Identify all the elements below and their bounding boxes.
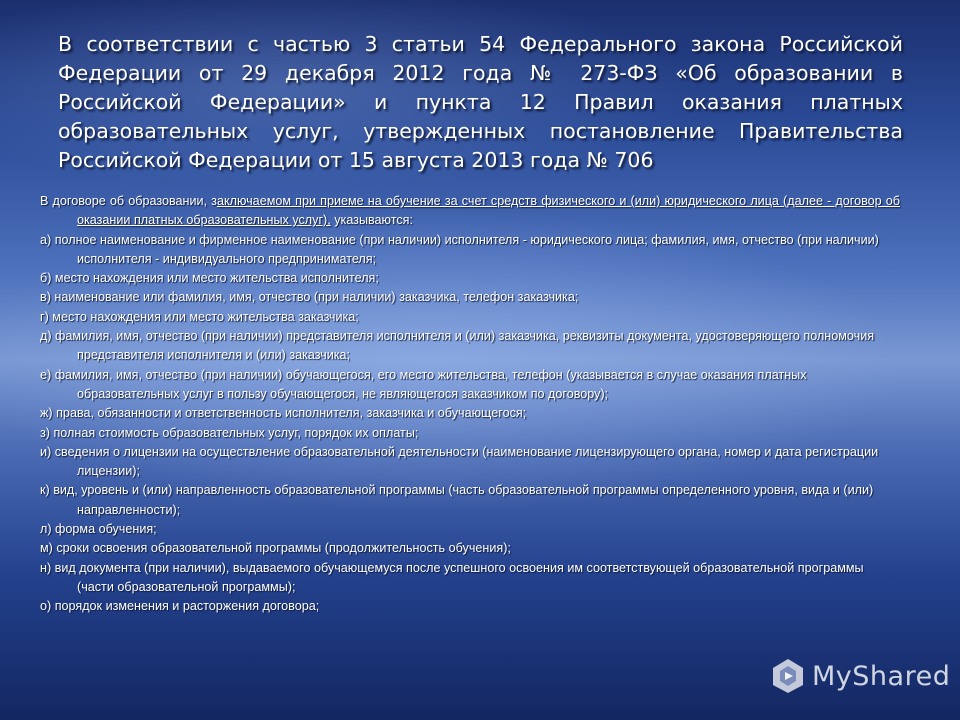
list-item-z: з) полная стоимость образовательных услуг, порядок их оплаты; (40, 425, 419, 440)
intro-suffix: указываются: (330, 213, 413, 228)
watermark[interactable] (768, 656, 950, 696)
list-item-e: е) фамилия, имя, отчество (при наличии) обучающегося, его место жительства, телефон (указывается в случае оказания платных образовательных услуг в пользу обучающегося, не являющегося заказчиком по договору); (40, 367, 807, 401)
myshared-logo-icon (768, 656, 808, 696)
list-item-v: в) наименование или фамилия, имя, отчество (при наличии) заказчика, телефон заказчика; (40, 290, 579, 305)
list-item-m: м) сроки освоения образовательной программы (продолжительность обучения); (40, 541, 511, 556)
intro-prefix: В договоре об образовании, з (40, 194, 217, 208)
list-item-zh: ж) права, обязанности и ответственность исполнителя, заказчика и обучающегося; (40, 406, 527, 421)
slide-body (40, 192, 900, 617)
list-item-n: н) вид документа (при наличии), выдаваемого обучающемуся после успешного освоения им соответствующей образовательной программы (части образовательной программы); (40, 560, 864, 594)
list-item-b: б) место нахождения или место жительства исполнителя; (40, 271, 379, 286)
slide-title: В соответствии с частью 3 статьи 54 Федерального закона Российской Федерации от 29 декабря 2012 года № 273-ФЗ «Об образовании в Российской Федерации» и пункта 12 Правил оказания платных образовательных услуг, утвержденных постановление Правительства Российской Федерации от 15 августа 2013 года № 706 (58, 32, 903, 172)
list-item-k: к) вид, уровень и (или) направленность образовательной программы (часть образовательной программы определенного уровня, вида и (или) направленности); (40, 483, 874, 517)
intro-paragraph (40, 192, 900, 231)
list-item-d: д) фамилия, имя, отчество (при наличии) представителя исполнителя и (или) заказчика, реквизиты документа, удостоверяющего полномочия представителя исполнителя и (или) заказчика; (40, 329, 875, 363)
watermark-text: MyShared (812, 660, 951, 692)
intro-underlined: аключаемом при приеме на обучение за счет средств физического и (или) юридического лица (далее - договор об оказании платных образовательных услуг), (77, 194, 900, 228)
list-item-a: а) полное наименование и фирменное наименование (при наличии) исполнителя - юридического лица; фамилия, имя, отчество (при наличии) исполнителя - индивидуального предпринимателя; (40, 232, 879, 266)
list-item-i: и) сведения о лицензии на осуществление образовательной деятельности (наименование лицензирующего органа, номер и дата регистрации лицензии); (40, 444, 879, 479)
list-item-l: л) форма обучения; (40, 522, 157, 537)
list-item-o: о) порядок изменения и расторжения договора; (40, 599, 320, 614)
list-item-g: г) место нахождения или место жительства заказчика; (40, 309, 359, 324)
